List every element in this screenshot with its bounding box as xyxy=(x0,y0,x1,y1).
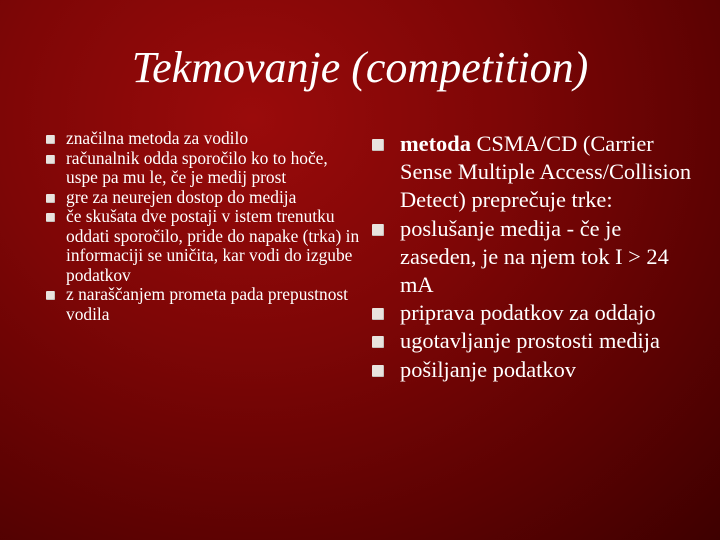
list-item-text: ugotavljanje prostosti medija xyxy=(400,328,660,354)
list-item-text: priprava podatkov za oddajo xyxy=(400,300,656,326)
square-bullet-icon xyxy=(46,291,55,300)
left-bullet-list xyxy=(60,129,360,324)
list-item-text: poslušanje medija - če je zaseden, je na njem tok I > 24 mA xyxy=(400,215,669,298)
square-bullet-icon xyxy=(372,139,384,151)
list-item-text: gre za neurejen dostop do medija xyxy=(66,186,297,207)
list-item-text: če skušata dve postaji v istem trenutku oddati sporočilo, pride do napake (trka) in informaciji se uničita, kar vodi do izgube podatkov xyxy=(66,206,360,285)
list-item-text: računalnik odda sporočilo ko to hoče, uspe pa mu le, če je medij prost xyxy=(66,147,328,187)
list-item xyxy=(372,327,692,355)
list-item-text: CSMA/CD (Carrier Sense Multiple Access/Collision Detect) preprečuje trke: xyxy=(400,131,692,213)
square-bullet-icon xyxy=(46,135,55,144)
square-bullet-icon xyxy=(46,155,55,164)
list-item-bold-text: metoda xyxy=(400,131,471,156)
list-item xyxy=(60,149,360,188)
list-item xyxy=(60,285,360,324)
slide-title: Tekmovanje (competition) xyxy=(131,43,589,92)
square-bullet-icon xyxy=(372,365,384,377)
square-bullet-icon xyxy=(372,308,384,320)
square-bullet-icon xyxy=(46,213,55,222)
list-item xyxy=(372,356,692,384)
square-bullet-icon xyxy=(372,336,384,348)
list-item xyxy=(60,129,360,149)
list-item-text: pošiljanje podatkov xyxy=(400,356,576,382)
list-item xyxy=(372,215,692,300)
square-bullet-icon xyxy=(46,194,55,203)
right-bullet-list xyxy=(372,130,692,384)
list-item xyxy=(372,130,692,215)
list-item xyxy=(60,207,360,285)
list-item xyxy=(60,188,360,208)
list-item-text: z naraščanjem prometa pada prepustnost vodila xyxy=(66,284,349,324)
list-item xyxy=(372,299,692,327)
square-bullet-icon xyxy=(372,224,384,236)
list-item-text: značilna metoda za vodilo xyxy=(66,128,249,148)
